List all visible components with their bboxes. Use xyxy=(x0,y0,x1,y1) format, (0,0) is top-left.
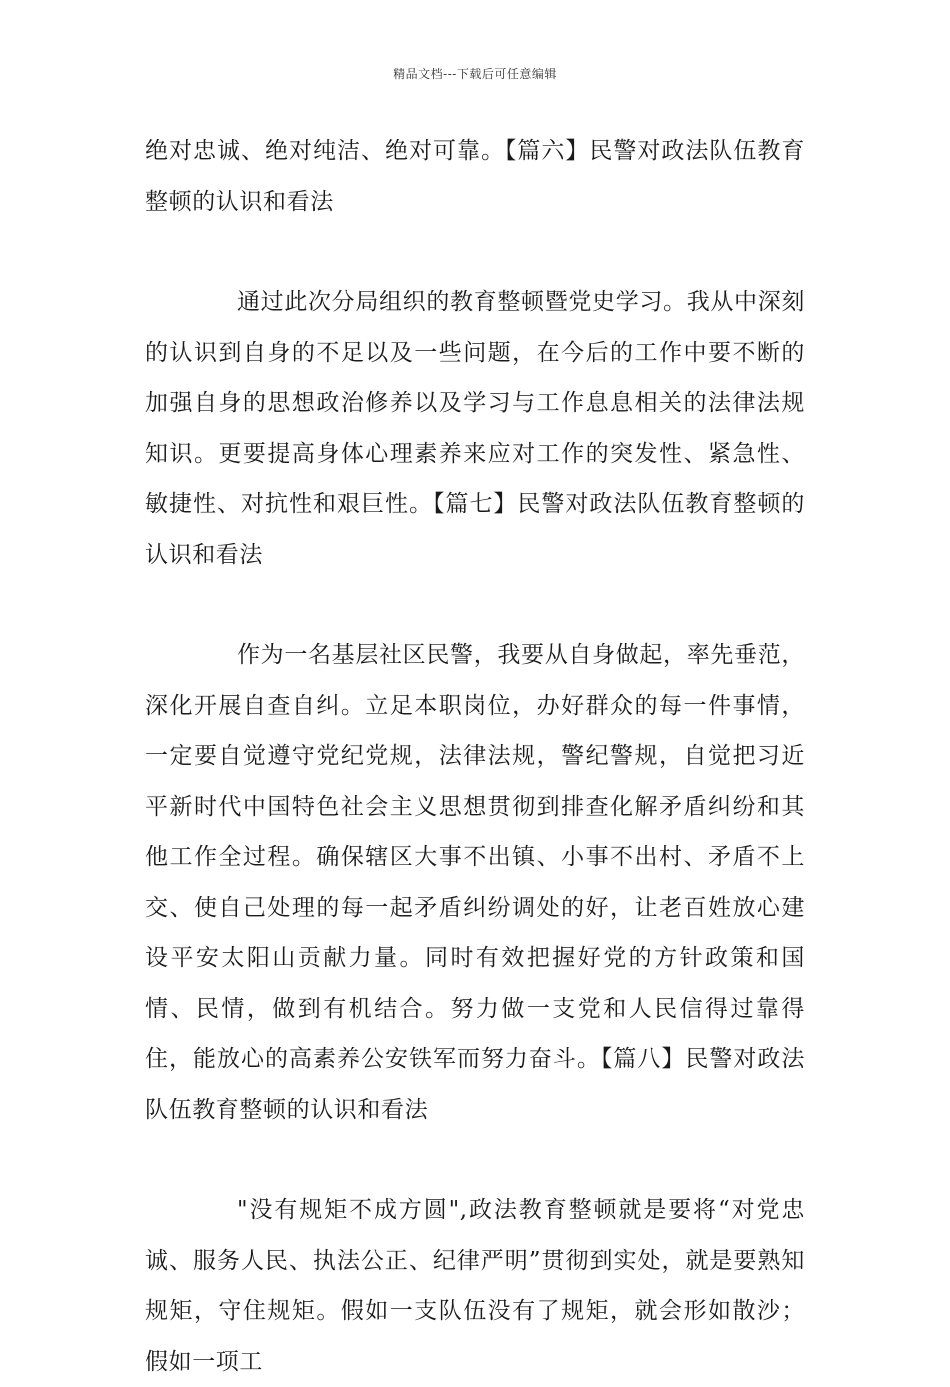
paragraph-spacer xyxy=(145,580,805,630)
page-header: 精品文档---下载后可任意编辑 xyxy=(393,67,557,81)
paragraph-3: 作为一名基层社区民警，我要从自身做起，率先垂范，深化开展自查自纠。立足本职岗位，办好群众的每一件事情，一定要自觉遵守党纪党规，法律法规，警纪警规，自觉把习近平新时代中国特色社会主义思想贯彻到排查化解矛盾纠纷和其他工作全过程。确保辖区大事不出镇、小事不出村、矛盾不上交、使自己处理的每一起矛盾纠纷调处的好，让老百姓放心建设平安太阳山贡献力量。同时有效把握好党的方针政策和国情、民情，做到有机结合。努力做一支党和人民信得过靠得住，能放心的高素养公安铁军而努力奋斗。【篇八】民警对政法队伍教育整顿的认识和看法 xyxy=(145,642,805,1123)
paragraph-2: 通过此次分局组织的教育整顿暨党史学习。我从中深刻的认识到自身的不足以及一些问题，在今后的工作中要不断的加强自身的思想政治修养以及学习与工作息息相关的法律法规知识。更要提高身体心理素养来应对工作的突发性、紧急性、敏捷性、对抗性和艰巨性。【篇七】民警对政法队伍教育整顿的认识和看法 xyxy=(145,289,805,568)
paragraph-4: "没有规矩不成方圆",政法教育整顿就是要将“对党忠诚、服务人民、执法公正、纪律严明”贯彻到实处，就是要熟知规矩，守住规矩。假如一支队伍没有了规矩，就会形如散沙；假如一项工 xyxy=(145,1197,805,1375)
document-body xyxy=(145,126,805,1387)
paragraph-1: 绝对忠诚、绝对纯洁、绝对可靠。【篇六】民警对政法队伍教育整顿的认识和看法 xyxy=(145,138,805,215)
paragraph-spacer xyxy=(145,227,805,277)
paragraph-spacer xyxy=(145,1135,805,1185)
